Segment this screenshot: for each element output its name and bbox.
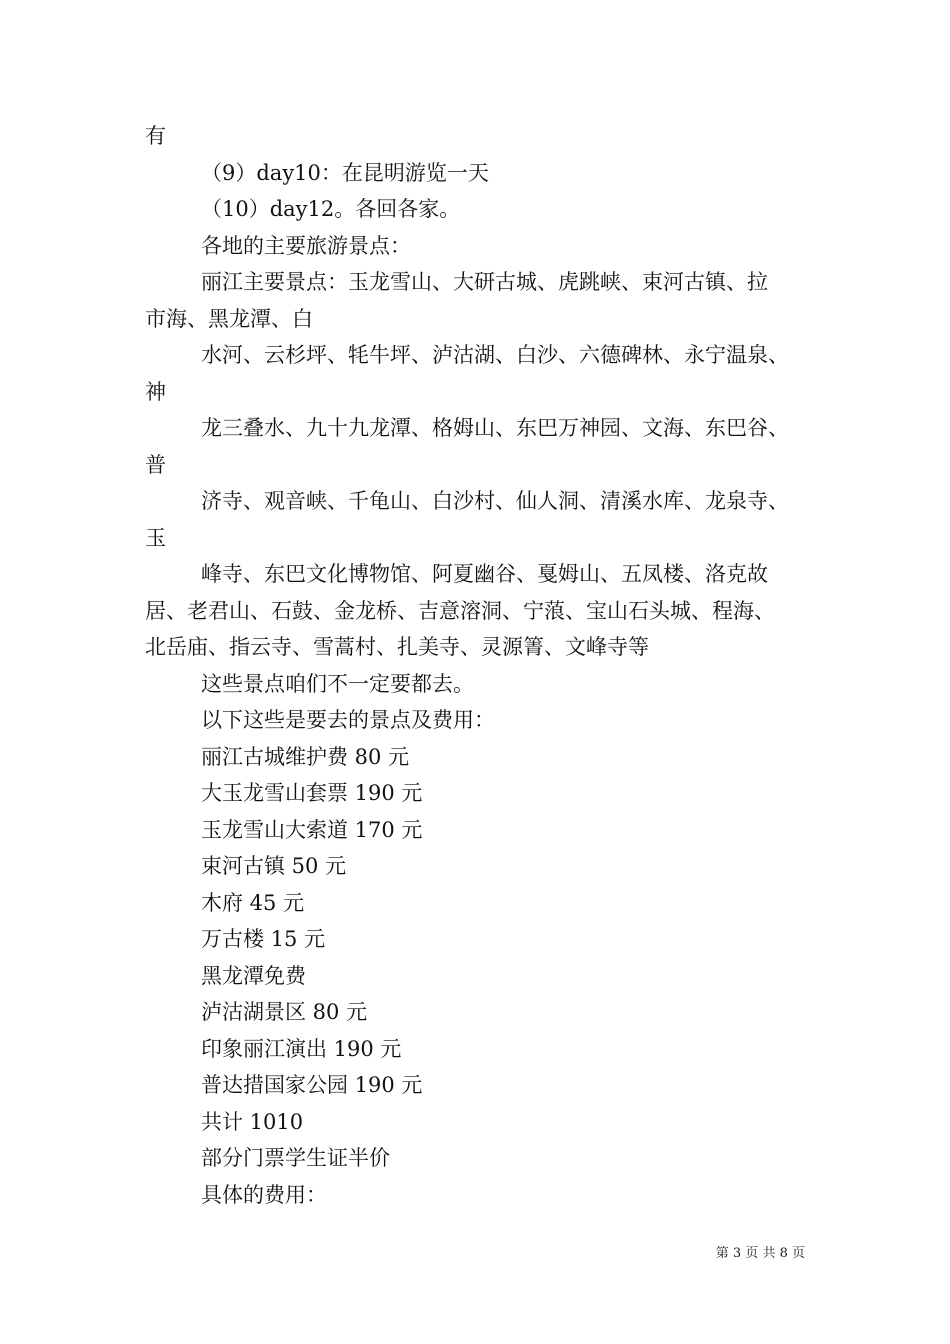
fee-total: 共计 1010 <box>201 1109 304 1134</box>
fee-item: 丽江古城维护费 80 元 <box>201 744 410 769</box>
text-line: 市海、黑龙潭、白 <box>145 306 313 331</box>
text-line: （9）day10：在昆明游览一天 <box>201 160 489 185</box>
text-line: 这些景点咱们不一定要都去。 <box>201 671 474 696</box>
section-heading: 各地的主要旅游景点： <box>201 233 411 258</box>
document-body <box>145 118 825 1213</box>
fee-item: 普达措国家公园 190 元 <box>201 1073 423 1097</box>
page-number-footer: 第 3 页 共 8 页 <box>715 1246 805 1261</box>
text-line: 部分门票学生证半价 <box>201 1146 390 1170</box>
text-line: 具体的费用： <box>201 1182 327 1207</box>
text-line: （10）day12。各回各家。 <box>201 197 461 221</box>
text-line: 龙三叠水、九十九龙潭、格姆山、东巴万神园、文海、东巴谷、 <box>201 416 789 440</box>
fee-item: 大玉龙雪山套票 190 元 <box>201 781 423 805</box>
fee-item: 黑龙潭免费 <box>201 963 306 988</box>
text-line: 神 <box>145 379 166 404</box>
text-line: 水河、云杉坪、牦牛坪、泸沽湖、白沙、六德碑林、永宁温泉、 <box>201 343 789 367</box>
text-line: 以下这些是要去的景点及费用： <box>201 708 495 732</box>
text-line: 济寺、观音峡、千龟山、白沙村、仙人洞、清溪水库、龙泉寺、 <box>201 489 789 513</box>
fee-item: 束河古镇 50 元 <box>201 854 347 878</box>
text-line: 峰寺、东巴文化博物馆、阿夏幽谷、戛姆山、五凤楼、洛克故 <box>201 562 768 586</box>
text-line: 有 <box>145 124 166 148</box>
fee-item: 印象丽江演出 190 元 <box>201 1036 402 1061</box>
text-line: 玉 <box>145 525 166 550</box>
text-line: 普 <box>145 452 166 477</box>
fee-item: 玉龙雪山大索道 170 元 <box>201 817 423 842</box>
fee-item: 万古楼 15 元 <box>201 927 326 951</box>
fee-item: 木府 45 元 <box>201 890 305 915</box>
fee-item: 泸沽湖景区 80 元 <box>201 1000 368 1024</box>
text-line: 北岳庙、指云寺、雪蒿村、扎美寺、灵源箐、文峰寺等 <box>145 635 649 659</box>
text-line: 居、老君山、石鼓、金龙桥、吉意溶洞、宁蒗、宝山石头城、程海、 <box>145 598 775 623</box>
text-line: 丽江主要景点：玉龙雪山、大研古城、虎跳峡、束河古镇、拉 <box>201 270 768 294</box>
